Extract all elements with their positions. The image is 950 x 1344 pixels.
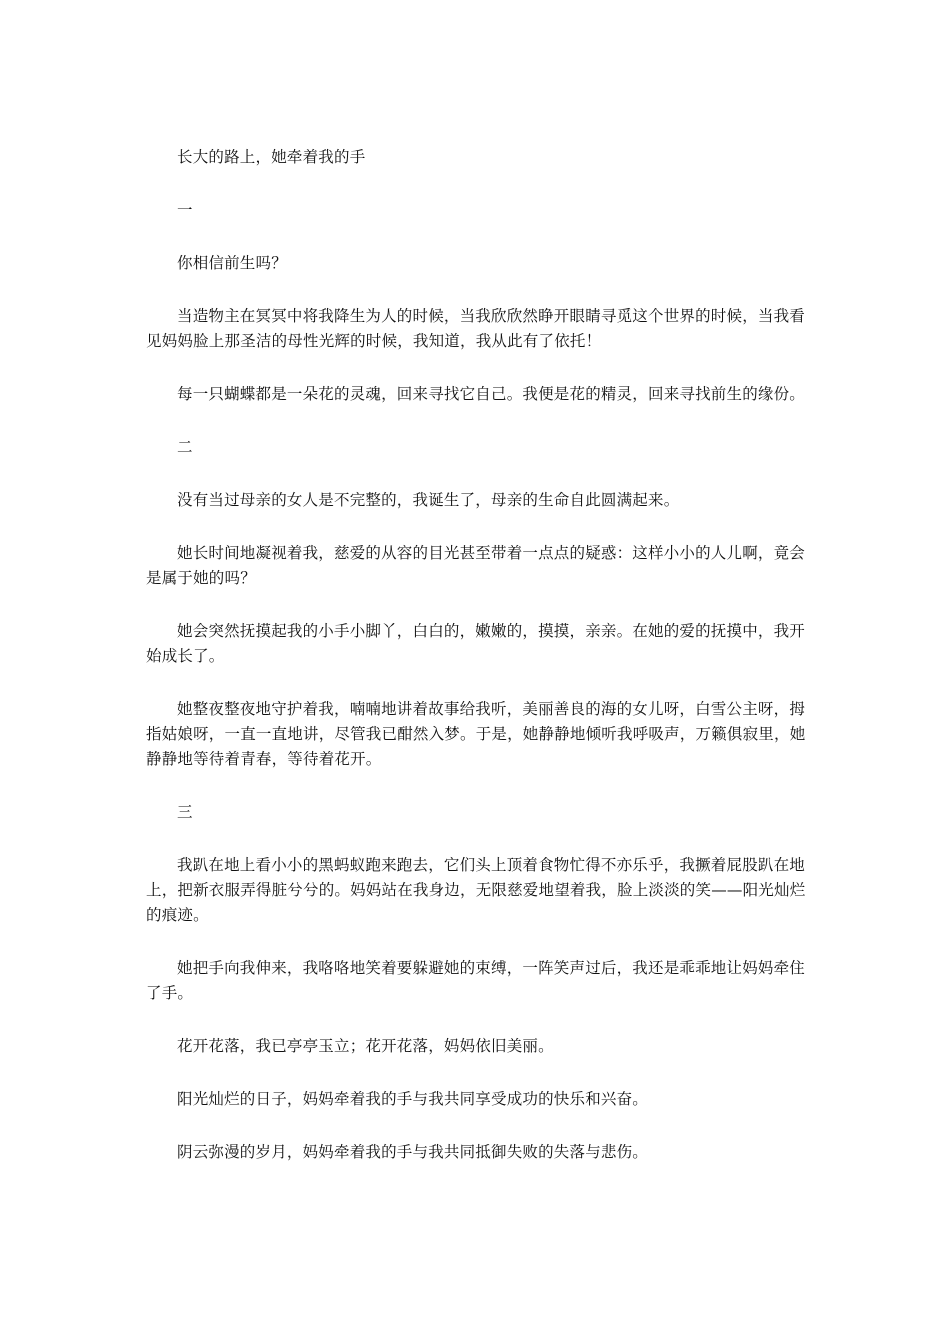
paragraph: 当造物主在冥冥中将我降生为人的时候，当我欣欣然睁开眼睛寻觅这个世界的时候，当我看见妈妈脸上那圣洁的母性光辉的时候，我知道，我从此有了依托！ <box>146 307 806 350</box>
paragraph: 她把手向我伸来，我咯咯地笑着要躲避她的束缚，一阵笑声过后，我还是乖乖地让妈妈牵住了手。 <box>146 959 806 1002</box>
paragraph: 每一只蝴蝶都是一朵花的灵魂，回来寻找它自己。我便是花的精灵，回来寻找前生的缘份。 <box>177 385 806 403</box>
paragraph: 她会突然抚摸起我的小手小脚丫，白白的，嫩嫩的，摸摸，亲亲。在她的爱的抚摸中，我开始成长了。 <box>146 622 806 665</box>
paragraph: 你相信前生吗？ <box>177 254 287 272</box>
section-number: 三 <box>177 803 193 821</box>
paragraph: 阴云弥漫的岁月，妈妈牵着我的手与我共同抵御失败的失落与悲伤。 <box>177 1143 649 1161</box>
paragraph: 花开花落，我已亭亭玉立；花开花落，妈妈依旧美丽。 <box>177 1037 554 1055</box>
paragraph: 没有当过母亲的女人是不完整的，我诞生了，母亲的生命自此圆满起来。 <box>177 491 680 509</box>
document-page <box>146 145 808 1165</box>
paragraph: 我趴在地上看小小的黑蚂蚁跑来跑去，它们头上顶着食物忙得不亦乐乎，我撅着屁股趴在地上，把新衣服弄得脏兮兮的。妈妈站在我身边，无限慈爱地望着我，脸上淡淡的笑——阳光灿烂的痕迹。 <box>146 856 806 924</box>
document-title: 长大的路上，她牵着我的手 <box>177 148 366 166</box>
paragraph: 她长时间地凝视着我，慈爱的从容的目光甚至带着一点点的疑惑：这样小小的人儿啊，竟会是属于她的吗？ <box>146 544 806 587</box>
section-number: 二 <box>177 438 193 456</box>
section-number: 一 <box>177 201 193 219</box>
paragraph: 阳光灿烂的日子，妈妈牵着我的手与我共同享受成功的快乐和兴奋。 <box>177 1090 649 1108</box>
paragraph: 她整夜整夜地守护着我，喃喃地讲着故事给我听，美丽善良的海的女儿呀，白雪公主呀，拇指姑娘呀，一直一直地讲，尽管我已酣然入梦。于是，她静静地倾听我呼吸声，万籁俱寂里，她静静地等待着青春，等待着花开。 <box>146 700 806 768</box>
